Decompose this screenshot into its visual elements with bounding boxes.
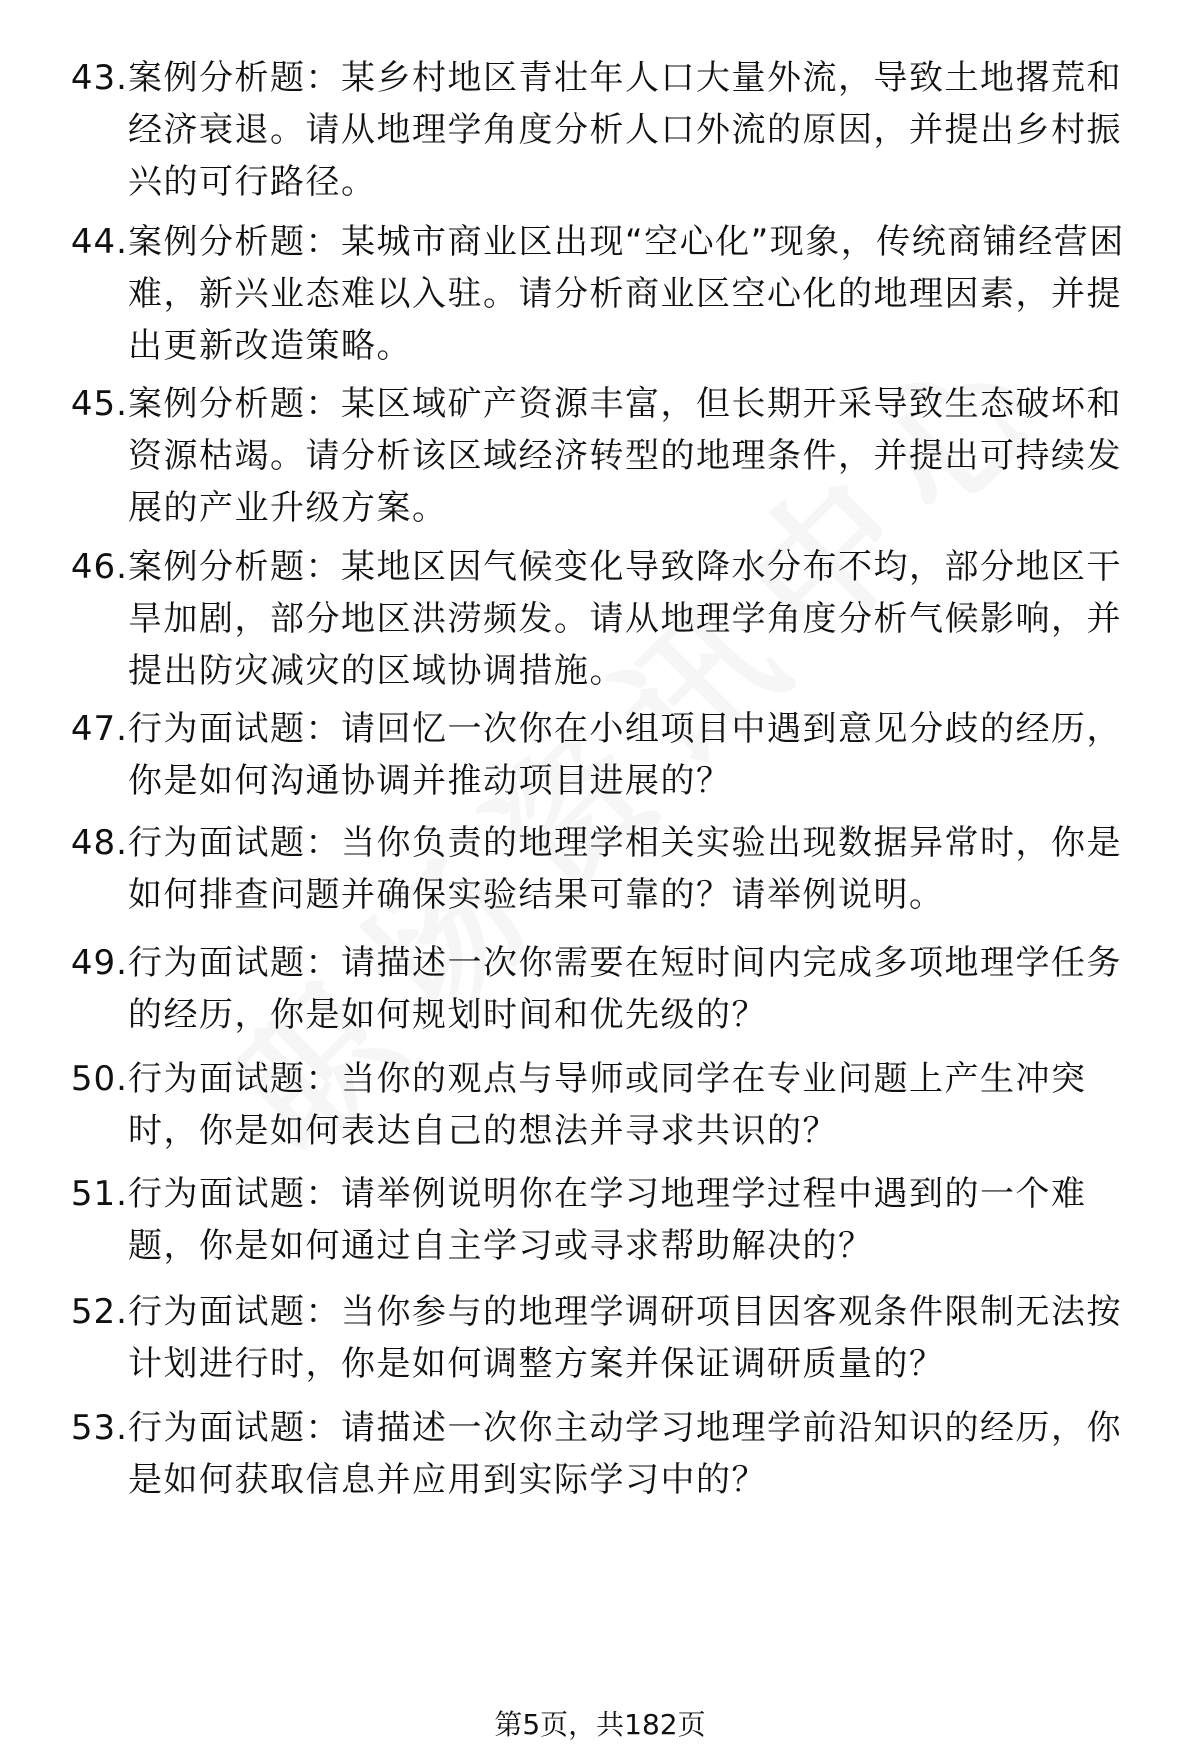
- question-text: 案例分析题：某地区因气候变化导致降水分布不均，部分地区干旱加剧，部分地区洪涝频发。请从地理学角度分析气候影响，并提出防灾减灾的区域协调措施。: [128, 547, 1122, 691]
- question-number: 45.: [70, 384, 128, 424]
- question-number: 51.: [70, 1174, 128, 1214]
- question-item-45: [0, 378, 1200, 534]
- question-number: 50.: [70, 1059, 128, 1099]
- question-text: 行为面试题：当你负责的地理学相关实验出现数据异常时，你是如何排查问题并确保实验结果可靠的？请举例说明。: [128, 823, 1122, 915]
- page-footer: 第5页，共182页: [494, 1708, 706, 1741]
- question-text: 行为面试题：请描述一次你需要在短时间内完成多项地理学任务的经历，你是如何规划时间和优先级的？: [128, 943, 1122, 1035]
- question-text: 行为面试题：请举例说明你在学习地理学过程中遇到的一个难题，你是如何通过自主学习或寻求帮助解决的？: [128, 1174, 1087, 1266]
- question-number: 53.: [70, 1408, 128, 1448]
- question-number: 47.: [70, 709, 128, 749]
- question-item-50: [0, 1053, 1200, 1157]
- question-text: 行为面试题：请描述一次你主动学习地理学前沿知识的经历，你是如何获取信息并应用到实际学习中的？: [128, 1408, 1122, 1500]
- question-text: 案例分析题：某乡村地区青壮年人口大量外流，导致土地撂荒和经济衰退。请从地理学角度分析人口外流的原因，并提出乡村振兴的可行路径。: [128, 58, 1122, 202]
- question-item-48: [0, 817, 1200, 921]
- question-item-44: [0, 216, 1200, 372]
- question-item-47: [0, 703, 1200, 807]
- question-number: 52.: [70, 1292, 128, 1332]
- question-text: 行为面试题：当你参与的地理学调研项目因客观条件限制无法按计划进行时，你是如何调整方案并保证调研质量的？: [128, 1292, 1122, 1384]
- question-number: 48.: [70, 823, 128, 863]
- question-number: 49.: [70, 943, 128, 983]
- question-item-46: [0, 541, 1200, 697]
- question-item-51: [0, 1168, 1200, 1272]
- question-item-52: [0, 1286, 1200, 1390]
- question-text: 案例分析题：某城市商业区出现“空心化”现象，传统商铺经营困难，新兴业态难以入驻。请分析商业区空心化的地理因素，并提出更新改造策略。: [128, 222, 1125, 366]
- question-item-53: [0, 1402, 1200, 1506]
- question-text: 行为面试题：请回忆一次你在小组项目中遇到意见分歧的经历，你是如何沟通协调并推动项目进展的？: [128, 709, 1122, 801]
- question-number: 43.: [70, 58, 128, 98]
- question-number: 46.: [70, 547, 128, 587]
- question-text: 行为面试题：当你的观点与导师或同学在专业问题上产生冲突时，你是如何表达自己的想法并寻求共识的？: [128, 1059, 1087, 1151]
- question-text: 案例分析题：某区域矿产资源丰富，但长期开采导致生态破坏和资源枯竭。请分析该区域经济转型的地理条件，并提出可持续发展的产业升级方案。: [128, 384, 1122, 528]
- question-item-49: [0, 937, 1200, 1041]
- question-number: 44.: [70, 222, 128, 262]
- question-item-43: [0, 52, 1200, 208]
